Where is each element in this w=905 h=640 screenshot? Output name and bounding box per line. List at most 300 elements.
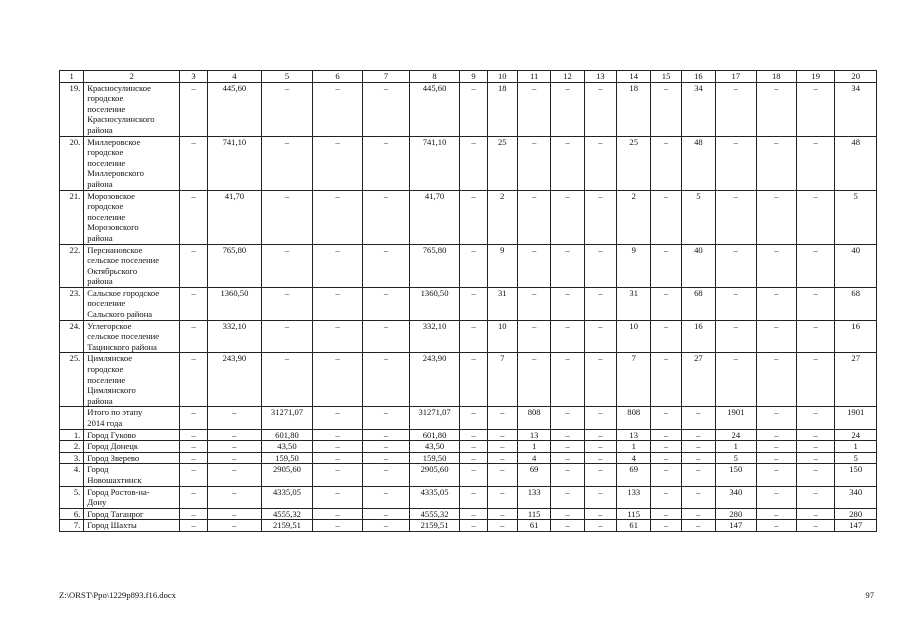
column-header: 14 xyxy=(617,71,651,83)
value-cell: – xyxy=(180,441,207,453)
value-cell: – xyxy=(517,82,550,136)
table-row xyxy=(60,508,877,520)
name-line: городское xyxy=(87,93,124,104)
value-cell: – xyxy=(180,464,207,486)
column-header: 11 xyxy=(517,71,550,83)
value-cell: – xyxy=(517,136,550,190)
value-cell: 4335,05 xyxy=(409,486,460,508)
value-cell: – xyxy=(363,464,410,486)
value-cell: 69 xyxy=(517,464,550,486)
value-cell: – xyxy=(551,464,584,486)
value-cell: – xyxy=(517,190,550,244)
value-cell: – xyxy=(756,244,796,287)
column-header: 16 xyxy=(681,71,715,83)
name-line: сельское поселение xyxy=(87,331,160,342)
table-row xyxy=(60,82,877,136)
value-cell: – xyxy=(312,244,363,287)
column-header: 5 xyxy=(262,71,313,83)
name-line: Город Донецк xyxy=(87,441,138,452)
value-cell: – xyxy=(312,320,363,353)
value-cell: 2159,51 xyxy=(409,520,460,532)
name-line: поселение xyxy=(87,103,126,114)
value-cell: – xyxy=(262,82,313,136)
column-header: 8 xyxy=(409,71,460,83)
value-cell: – xyxy=(716,136,756,190)
column-header: 12 xyxy=(551,71,584,83)
row-number: 23. xyxy=(60,287,84,320)
value-cell: – xyxy=(312,486,363,508)
value-cell: – xyxy=(551,190,584,244)
value-cell: – xyxy=(651,508,681,520)
value-cell: – xyxy=(487,520,517,532)
value-cell: 43,50 xyxy=(262,441,313,453)
value-cell: – xyxy=(651,190,681,244)
value-cell: – xyxy=(180,452,207,464)
value-cell: 280 xyxy=(835,508,877,520)
table-row xyxy=(60,353,877,407)
row-number: 7. xyxy=(60,520,84,532)
value-cell: – xyxy=(312,82,363,136)
value-cell: 13 xyxy=(617,429,651,441)
table-row xyxy=(60,520,877,532)
value-cell: – xyxy=(584,353,616,407)
value-cell: 765,80 xyxy=(409,244,460,287)
name-line: городское xyxy=(87,364,124,375)
value-cell: 5 xyxy=(835,452,877,464)
value-cell: 27 xyxy=(681,353,715,407)
value-cell: – xyxy=(487,452,517,464)
name-line: поселение xyxy=(87,298,126,309)
value-cell: – xyxy=(716,287,756,320)
value-cell: 280 xyxy=(716,508,756,520)
value-cell: – xyxy=(756,287,796,320)
value-cell: – xyxy=(756,464,796,486)
value-cell: – xyxy=(207,441,262,453)
column-header: 7 xyxy=(363,71,410,83)
column-header: 6 xyxy=(312,71,363,83)
column-header: 17 xyxy=(716,71,756,83)
value-cell: – xyxy=(651,353,681,407)
value-cell: – xyxy=(584,452,616,464)
value-cell: – xyxy=(716,190,756,244)
table-row xyxy=(60,464,877,486)
row-number: 25. xyxy=(60,353,84,407)
value-cell: 150 xyxy=(716,464,756,486)
name-line: Новошахтинск xyxy=(87,474,142,485)
table-row xyxy=(60,429,877,441)
settlement-name xyxy=(84,452,180,464)
value-cell: – xyxy=(681,429,715,441)
value-cell: 4 xyxy=(517,452,550,464)
value-cell: – xyxy=(716,353,756,407)
value-cell: – xyxy=(756,486,796,508)
value-cell: – xyxy=(180,136,207,190)
settlement-name xyxy=(84,136,180,190)
value-cell: – xyxy=(312,520,363,532)
value-cell: – xyxy=(651,464,681,486)
name-line: Дону xyxy=(87,497,107,508)
value-cell: – xyxy=(363,486,410,508)
value-cell: – xyxy=(584,136,616,190)
name-line: района xyxy=(87,276,113,287)
value-cell: – xyxy=(312,136,363,190)
value-cell: – xyxy=(312,190,363,244)
value-cell: 1360,50 xyxy=(207,287,262,320)
value-cell: 1 xyxy=(517,441,550,453)
page-number: 97 xyxy=(865,590,874,600)
value-cell: 69 xyxy=(617,464,651,486)
value-cell: 10 xyxy=(617,320,651,353)
row-number: 21. xyxy=(60,190,84,244)
value-cell: – xyxy=(796,244,834,287)
value-cell: – xyxy=(207,407,262,429)
value-cell: 159,50 xyxy=(409,452,460,464)
value-cell: 68 xyxy=(681,287,715,320)
value-cell: – xyxy=(551,320,584,353)
value-cell: – xyxy=(651,287,681,320)
column-header: 3 xyxy=(180,71,207,83)
settlement-name xyxy=(84,441,180,453)
value-cell: – xyxy=(796,464,834,486)
value-cell: – xyxy=(756,353,796,407)
name-line: района xyxy=(87,178,113,189)
value-cell: – xyxy=(796,190,834,244)
value-cell: – xyxy=(551,508,584,520)
value-cell: – xyxy=(180,190,207,244)
value-cell: 48 xyxy=(835,136,877,190)
value-cell: – xyxy=(312,441,363,453)
name-line: Миллеровского xyxy=(87,168,144,179)
value-cell: – xyxy=(460,464,487,486)
value-cell: – xyxy=(460,82,487,136)
value-cell: – xyxy=(460,353,487,407)
value-cell: – xyxy=(651,244,681,287)
value-cell: 16 xyxy=(681,320,715,353)
name-line: Итого по этапу xyxy=(87,407,143,418)
value-cell: – xyxy=(487,441,517,453)
value-cell: – xyxy=(756,190,796,244)
value-cell: 2159,51 xyxy=(262,520,313,532)
value-cell: – xyxy=(796,407,834,429)
column-header: 20 xyxy=(835,71,877,83)
value-cell: 61 xyxy=(617,520,651,532)
value-cell: 7 xyxy=(487,353,517,407)
row-number xyxy=(60,407,84,429)
value-cell: – xyxy=(262,190,313,244)
value-cell: 9 xyxy=(487,244,517,287)
value-cell: – xyxy=(180,353,207,407)
value-cell: – xyxy=(551,407,584,429)
value-cell: 27 xyxy=(835,353,877,407)
value-cell: – xyxy=(460,452,487,464)
value-cell: – xyxy=(262,287,313,320)
value-cell: – xyxy=(756,520,796,532)
name-line: Миллеровское xyxy=(87,136,141,147)
value-cell: – xyxy=(460,407,487,429)
name-line: Цимлянского xyxy=(87,385,136,396)
value-cell: 9 xyxy=(617,244,651,287)
name-line: Сальское городское xyxy=(87,287,160,298)
value-cell: – xyxy=(651,429,681,441)
value-cell: – xyxy=(796,452,834,464)
value-cell: – xyxy=(460,136,487,190)
value-cell: – xyxy=(651,136,681,190)
name-line: поселение xyxy=(87,211,126,222)
value-cell: 115 xyxy=(617,508,651,520)
value-cell: 445,60 xyxy=(409,82,460,136)
value-cell: – xyxy=(180,82,207,136)
value-cell: 31 xyxy=(487,287,517,320)
value-cell: – xyxy=(363,136,410,190)
column-header: 1 xyxy=(60,71,84,83)
value-cell: 4555,32 xyxy=(262,508,313,520)
settlement-name xyxy=(84,407,180,429)
column-header: 9 xyxy=(460,71,487,83)
value-cell: 2 xyxy=(617,190,651,244)
value-cell: – xyxy=(363,441,410,453)
value-cell: – xyxy=(584,244,616,287)
value-cell: 41,70 xyxy=(409,190,460,244)
value-cell: – xyxy=(180,407,207,429)
value-cell: 24 xyxy=(835,429,877,441)
value-cell: 40 xyxy=(681,244,715,287)
value-cell: – xyxy=(681,486,715,508)
value-cell: – xyxy=(487,508,517,520)
value-cell: – xyxy=(363,508,410,520)
value-cell: 34 xyxy=(835,82,877,136)
value-cell: 1901 xyxy=(716,407,756,429)
value-cell: – xyxy=(487,486,517,508)
row-number: 4. xyxy=(60,464,84,486)
value-cell: 243,90 xyxy=(409,353,460,407)
row-number: 22. xyxy=(60,244,84,287)
settlement-name xyxy=(84,486,180,508)
value-cell: 5 xyxy=(716,452,756,464)
value-cell: 4 xyxy=(617,452,651,464)
value-cell: – xyxy=(180,508,207,520)
value-cell: 1 xyxy=(716,441,756,453)
table-row xyxy=(60,244,877,287)
row-number: 20. xyxy=(60,136,84,190)
value-cell: – xyxy=(584,520,616,532)
value-cell: – xyxy=(180,244,207,287)
value-cell: – xyxy=(551,287,584,320)
value-cell: – xyxy=(207,464,262,486)
table-row xyxy=(60,486,877,508)
value-cell: – xyxy=(551,441,584,453)
value-cell: 34 xyxy=(681,82,715,136)
value-cell: – xyxy=(363,429,410,441)
value-cell: – xyxy=(180,520,207,532)
value-cell: – xyxy=(207,452,262,464)
value-cell: 10 xyxy=(487,320,517,353)
value-cell: – xyxy=(551,244,584,287)
value-cell: 243,90 xyxy=(207,353,262,407)
table-row xyxy=(60,190,877,244)
value-cell: – xyxy=(207,508,262,520)
value-cell: 2905,60 xyxy=(409,464,460,486)
value-cell: – xyxy=(312,508,363,520)
table-row xyxy=(60,136,877,190)
settlement-name xyxy=(84,464,180,486)
value-cell: – xyxy=(584,82,616,136)
value-cell: – xyxy=(756,320,796,353)
value-cell: – xyxy=(460,486,487,508)
value-cell: 332,10 xyxy=(409,320,460,353)
value-cell: 68 xyxy=(835,287,877,320)
value-cell: – xyxy=(651,520,681,532)
value-cell: 4335,05 xyxy=(262,486,313,508)
value-cell: – xyxy=(796,353,834,407)
name-line: Город Гуково xyxy=(87,429,136,440)
value-cell: – xyxy=(551,486,584,508)
value-cell: – xyxy=(651,486,681,508)
name-line: Морозовское xyxy=(87,190,136,201)
value-cell: 16 xyxy=(835,320,877,353)
value-cell: – xyxy=(517,320,550,353)
value-cell: – xyxy=(487,407,517,429)
value-cell: – xyxy=(651,407,681,429)
value-cell: – xyxy=(756,441,796,453)
column-header: 4 xyxy=(207,71,262,83)
value-cell: – xyxy=(460,320,487,353)
name-line: городское xyxy=(87,201,124,212)
value-cell: 147 xyxy=(835,520,877,532)
settlement-name xyxy=(84,244,180,287)
value-cell: 5 xyxy=(835,190,877,244)
value-cell: 765,80 xyxy=(207,244,262,287)
value-cell: – xyxy=(363,407,410,429)
value-cell: 1 xyxy=(835,441,877,453)
value-cell: – xyxy=(262,353,313,407)
value-cell: – xyxy=(180,287,207,320)
name-line: поселение xyxy=(87,374,126,385)
value-cell: – xyxy=(796,486,834,508)
value-cell: – xyxy=(584,320,616,353)
value-cell: 1901 xyxy=(835,407,877,429)
settlement-name xyxy=(84,287,180,320)
value-cell: 445,60 xyxy=(207,82,262,136)
value-cell: 4555,32 xyxy=(409,508,460,520)
name-line: Город Шахты xyxy=(87,520,137,531)
name-line: Тацинского района xyxy=(87,341,157,352)
settlement-name xyxy=(84,508,180,520)
value-cell: – xyxy=(756,452,796,464)
value-cell: 25 xyxy=(487,136,517,190)
value-cell: 2905,60 xyxy=(262,464,313,486)
settlement-name xyxy=(84,190,180,244)
value-cell: 1360,50 xyxy=(409,287,460,320)
value-cell: – xyxy=(262,244,313,287)
row-number: 6. xyxy=(60,508,84,520)
value-cell: – xyxy=(551,82,584,136)
table-row xyxy=(60,452,877,464)
header-row xyxy=(60,71,877,83)
value-cell: – xyxy=(796,429,834,441)
value-cell: – xyxy=(651,320,681,353)
value-cell: – xyxy=(681,520,715,532)
value-cell: 48 xyxy=(681,136,715,190)
value-cell: – xyxy=(363,190,410,244)
value-cell: – xyxy=(651,452,681,464)
value-cell: – xyxy=(756,407,796,429)
name-line: городское xyxy=(87,147,124,158)
value-cell: – xyxy=(517,287,550,320)
value-cell: – xyxy=(312,287,363,320)
value-cell: – xyxy=(517,353,550,407)
value-cell: – xyxy=(651,82,681,136)
value-cell: – xyxy=(312,452,363,464)
column-header: 19 xyxy=(796,71,834,83)
row-number: 2. xyxy=(60,441,84,453)
value-cell: 741,10 xyxy=(409,136,460,190)
value-cell: – xyxy=(756,429,796,441)
value-cell: 43,50 xyxy=(409,441,460,453)
settlement-name xyxy=(84,82,180,136)
value-cell: – xyxy=(460,190,487,244)
name-line: района xyxy=(87,395,113,406)
value-cell: 31271,07 xyxy=(409,407,460,429)
value-cell: 18 xyxy=(617,82,651,136)
value-cell: – xyxy=(584,429,616,441)
value-cell: – xyxy=(551,136,584,190)
column-header: 10 xyxy=(487,71,517,83)
name-line: Персиановское xyxy=(87,244,143,255)
value-cell: – xyxy=(312,464,363,486)
name-line: Город Ростов-на- xyxy=(87,486,150,497)
value-cell: 2 xyxy=(487,190,517,244)
value-cell: – xyxy=(460,429,487,441)
name-line: Красносулинского xyxy=(87,114,155,125)
value-cell: – xyxy=(681,452,715,464)
value-cell: – xyxy=(551,520,584,532)
value-cell: – xyxy=(716,82,756,136)
value-cell: 133 xyxy=(617,486,651,508)
value-cell: – xyxy=(460,287,487,320)
value-cell: 40 xyxy=(835,244,877,287)
value-cell: 601,80 xyxy=(262,429,313,441)
value-cell: 5 xyxy=(681,190,715,244)
settlement-name xyxy=(84,353,180,407)
value-cell: 808 xyxy=(517,407,550,429)
value-cell: – xyxy=(312,429,363,441)
value-cell: 13 xyxy=(517,429,550,441)
row-number: 19. xyxy=(60,82,84,136)
value-cell: 115 xyxy=(517,508,550,520)
value-cell: – xyxy=(487,464,517,486)
file-path-footer: Z:\ORST\Ppo\1229p893.f16.docx xyxy=(59,590,176,600)
value-cell: – xyxy=(363,452,410,464)
value-cell: – xyxy=(716,244,756,287)
value-cell: 147 xyxy=(716,520,756,532)
name-line: Город Зверево xyxy=(87,452,140,463)
value-cell: – xyxy=(460,508,487,520)
value-cell: – xyxy=(180,486,207,508)
value-cell: 24 xyxy=(716,429,756,441)
value-cell: – xyxy=(363,82,410,136)
value-cell: – xyxy=(517,244,550,287)
name-line: Углегорское xyxy=(87,320,132,331)
value-cell: – xyxy=(584,190,616,244)
name-line: сельское поселение xyxy=(87,255,160,266)
value-cell: 340 xyxy=(835,486,877,508)
column-header: 13 xyxy=(584,71,616,83)
settlement-name xyxy=(84,429,180,441)
table-row xyxy=(60,287,877,320)
value-cell: – xyxy=(796,287,834,320)
value-cell: – xyxy=(363,244,410,287)
value-cell: – xyxy=(584,407,616,429)
